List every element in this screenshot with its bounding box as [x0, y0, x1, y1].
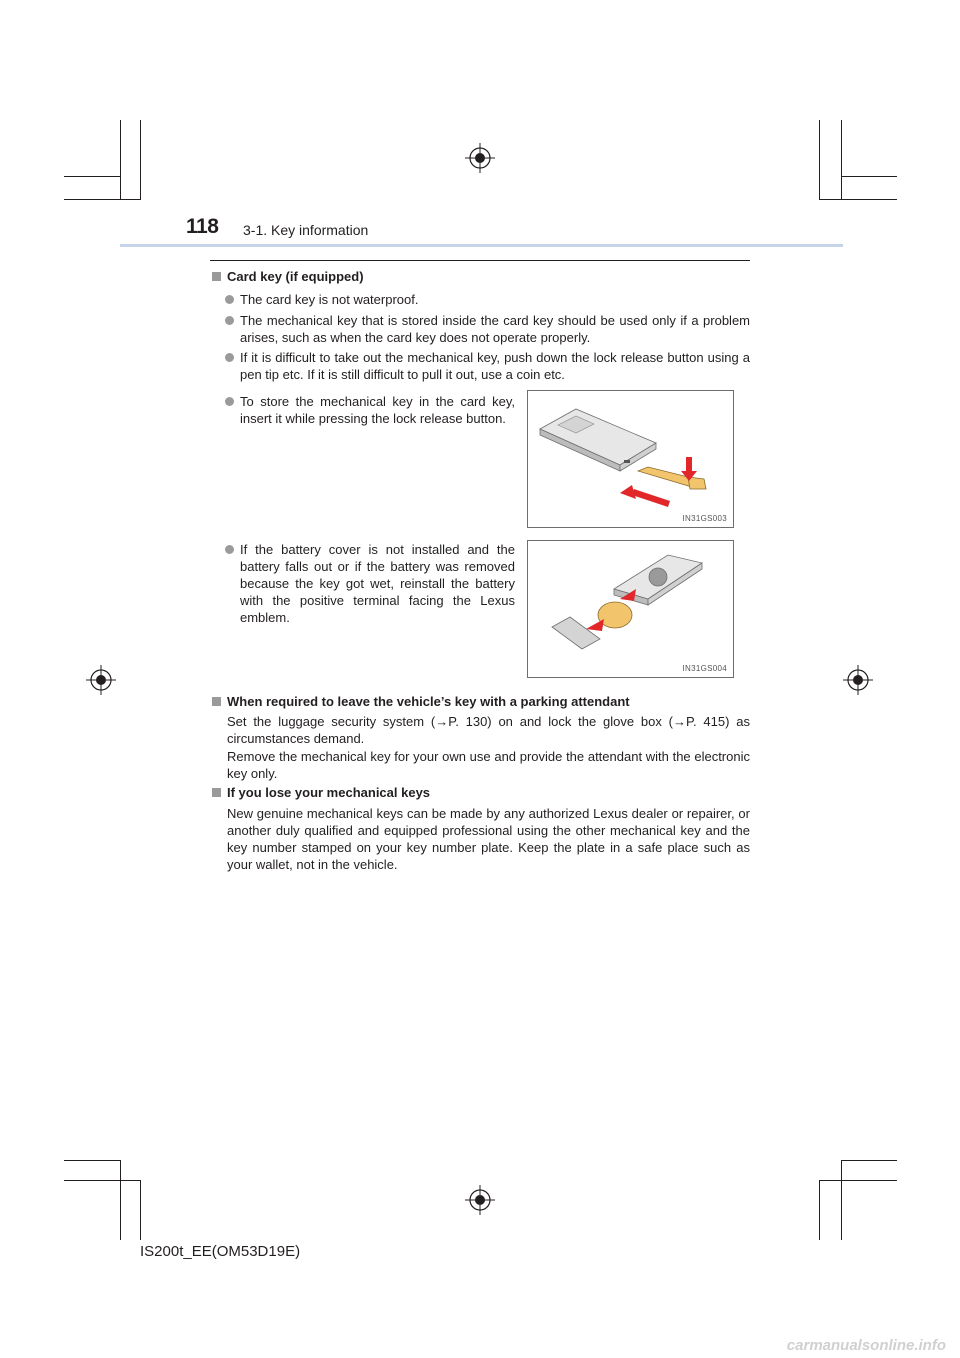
- figure-battery: [527, 540, 734, 678]
- lost-keys-heading-text: If you lose your mechanical keys: [227, 785, 431, 800]
- content-rule: [210, 260, 750, 261]
- list-item: [225, 393, 515, 427]
- header-rule: [120, 244, 843, 247]
- lost-keys-heading: [212, 784, 430, 802]
- section-title: 3-1. Key information: [243, 222, 369, 238]
- registration-mark-icon: [465, 1185, 495, 1215]
- model-code: IS200t_EE(OM53D19E): [140, 1243, 301, 1260]
- bullet-text: The mechanical key that is stored inside the card key should be used only if a problem arises, such as when the card key does not operate properly.: [240, 313, 750, 345]
- lost-keys-text: New genuine mechanical keys can be made by any authorized Lexus dealer or repairer, or another duly qualified and equipped professional using the other mechanical key and the key number stamped on your key number plate. Keep the plate in a safe place such as your wallet, not in the vehicle.: [227, 806, 750, 872]
- crop-mark: [120, 1160, 121, 1240]
- round-bullet-icon: [225, 353, 234, 362]
- page-number: 118: [186, 215, 219, 238]
- parking-attendant-text-1: Set the luggage security system (→P. 130) on and lock the glove box (→P. 415) as circumstances demand.: [227, 714, 750, 746]
- crop-mark: [64, 1180, 140, 1181]
- card-key-heading-text: Card key (if equipped): [227, 269, 364, 284]
- round-bullet-icon: [225, 397, 234, 406]
- crop-mark: [64, 1160, 120, 1161]
- parking-attendant-text-2: Remove the mechanical key for your own use and provide the attendant with the electronic key only.: [227, 749, 750, 781]
- crop-mark: [819, 1180, 820, 1240]
- list-item: [225, 541, 515, 626]
- parking-attendant-heading: [212, 693, 630, 711]
- square-bullet-icon: [212, 272, 221, 281]
- parking-attendant-heading-text: When required to leave the vehicle’s key with a parking attendant: [227, 694, 630, 709]
- figure-card-key-insert: [527, 390, 734, 528]
- list-item: [225, 349, 750, 383]
- watermark: carmanualsonline.info: [786, 1337, 946, 1354]
- crop-mark: [819, 199, 897, 200]
- square-bullet-icon: [212, 788, 221, 797]
- battery-illustration: [528, 541, 733, 677]
- registration-mark-icon: [843, 665, 873, 695]
- square-bullet-icon: [212, 697, 221, 706]
- crop-mark: [819, 120, 820, 200]
- crop-mark: [64, 199, 140, 200]
- crop-mark: [841, 1160, 842, 1240]
- crop-mark: [140, 1180, 141, 1240]
- list-item: [225, 291, 750, 308]
- bullet-text: If the battery cover is not installed and the battery falls out or if the battery was removed because the key got wet, reinstall the battery with the positive terminal facing the Lexus emblem.: [240, 542, 515, 625]
- crop-mark: [120, 120, 121, 200]
- round-bullet-icon: [225, 316, 234, 325]
- card-key-illustration: [528, 391, 733, 527]
- crop-mark: [841, 176, 897, 177]
- round-bullet-icon: [225, 545, 234, 554]
- list-item: [225, 312, 750, 346]
- bullet-text: To store the mechanical key in the card key, insert it while pressing the lock release button.: [240, 394, 515, 426]
- round-bullet-icon: [225, 295, 234, 304]
- crop-mark: [841, 1160, 897, 1161]
- registration-mark-icon: [86, 665, 116, 695]
- figure-label: IN31GS004: [682, 664, 727, 673]
- registration-mark-icon: [465, 143, 495, 173]
- crop-mark: [819, 1180, 897, 1181]
- crop-mark: [841, 120, 842, 200]
- card-key-heading: [212, 268, 364, 286]
- crop-mark: [140, 120, 141, 200]
- figure-label: IN31GS003: [682, 514, 727, 523]
- bullet-text: The card key is not waterproof.: [240, 292, 419, 307]
- crop-mark: [64, 176, 120, 177]
- bullet-text: If it is difficult to take out the mechanical key, push down the lock release button using a pen tip etc. If it is still difficult to pull it out, use a coin etc.: [240, 350, 750, 382]
